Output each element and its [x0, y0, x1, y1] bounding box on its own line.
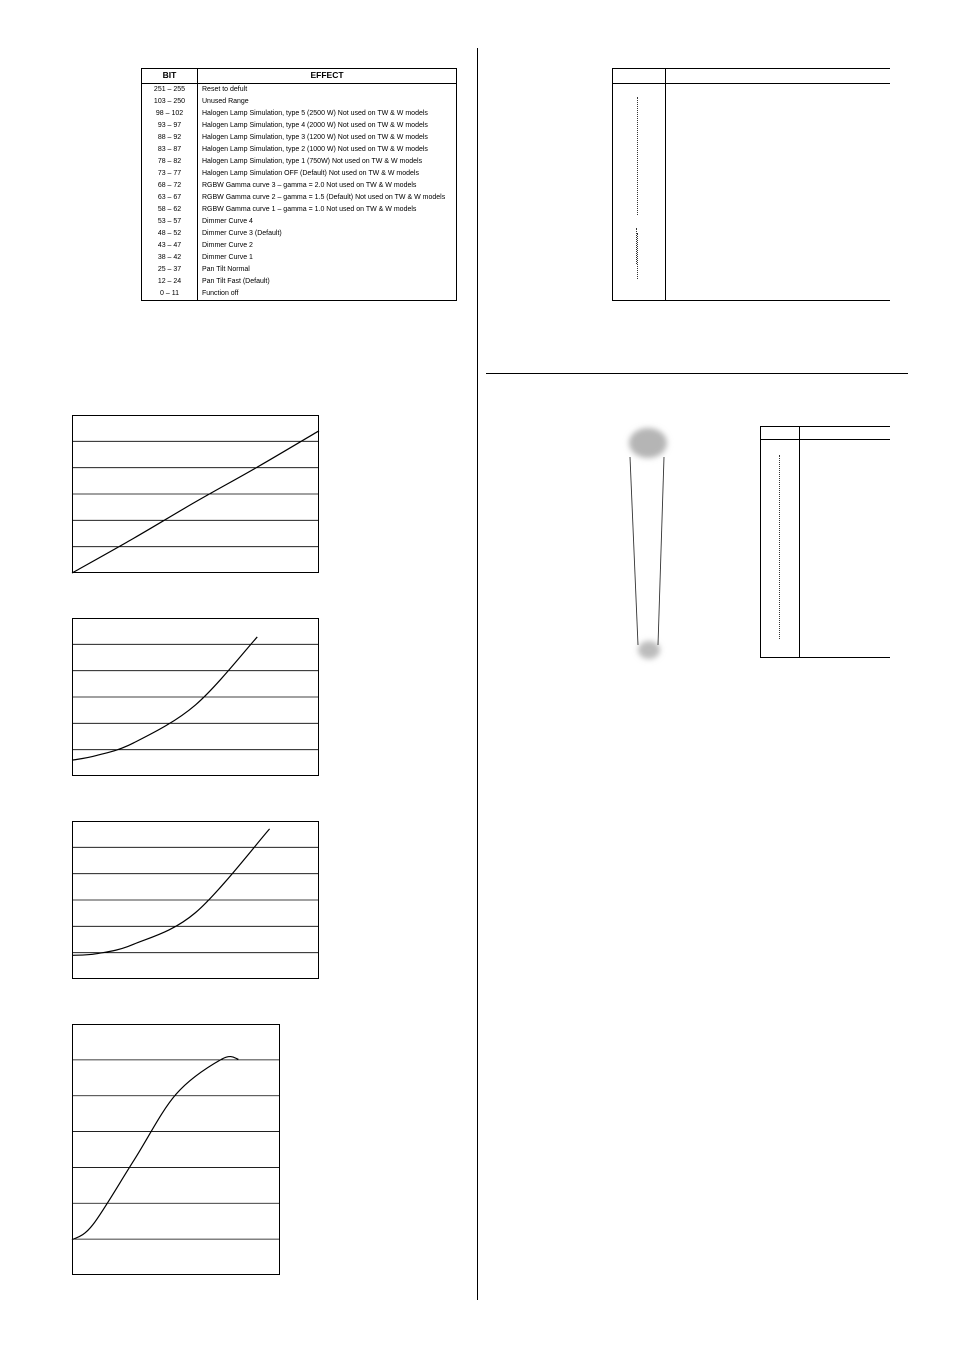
effect-description: Halogen Lamp Simulation, type 5 (2500 W) Not used on TW & W models [202, 110, 428, 117]
table-row [142, 228, 456, 240]
dotted-line [779, 455, 780, 639]
right-table-bottom-header [761, 427, 890, 440]
effect-description: Halogen Lamp Simulation, type 4 (2000 W) Not used on TW & W models [202, 122, 428, 129]
table-row [142, 180, 456, 192]
beam-edge-left [630, 457, 638, 645]
effect-description: Pan Tilt Normal [202, 266, 250, 273]
effect-description: Dimmer Curve 2 [202, 242, 253, 249]
dimmer-curve-chart-4 [72, 1024, 280, 1275]
bit-range: 38 – 42 [157, 254, 182, 261]
bit-range: 251 – 255 [153, 86, 186, 93]
bit-range: 63 – 67 [157, 194, 182, 201]
effect-description: Dimmer Curve 3 (Default) [202, 230, 282, 237]
bit-range: 98 – 102 [155, 110, 184, 117]
table-row [142, 96, 456, 108]
column-separator [799, 427, 800, 657]
bit-range: 88 – 92 [157, 134, 182, 141]
dotted-line [637, 97, 638, 215]
dotted-line [637, 233, 638, 279]
dotted-line [636, 228, 637, 264]
effect-description: Halogen Lamp Simulation, type 2 (1000 W) Not used on TW & W models [202, 146, 428, 153]
right-table-bottom [760, 426, 890, 658]
table-row [142, 204, 456, 216]
dimmer-curve-chart-2 [72, 618, 319, 776]
bit-range: 0 – 11 [160, 290, 179, 297]
bit-range: 68 – 72 [157, 182, 182, 189]
effect-table-header [142, 69, 456, 84]
dimmer-curve-chart-1 [72, 415, 319, 573]
dimmer-curve-line [72, 829, 270, 955]
effect-description: Dimmer Curve 4 [202, 218, 253, 225]
effect-description: Unused Range [202, 98, 249, 105]
table-row [142, 252, 456, 264]
table-row [142, 84, 456, 96]
bit-range: 25 – 37 [157, 266, 182, 273]
effect-description: Halogen Lamp Simulation OFF (Default) Not used on TW & W models [202, 170, 419, 177]
table-row [142, 156, 456, 168]
bit-range: 83 – 87 [157, 146, 182, 153]
effect-description: Function off [202, 290, 239, 297]
effect-description: RGBW Gamma curve 1 – gamma = 1.0 Not used on TW & W models [202, 206, 417, 213]
column-separator [665, 69, 666, 300]
table-row [142, 120, 456, 132]
bit-range: 12 – 24 [157, 278, 182, 285]
dimmer-curve-line [72, 1057, 238, 1240]
table-row [142, 168, 456, 180]
bit-range: 53 – 57 [157, 218, 182, 225]
dimmer-curve-line [72, 637, 257, 760]
table-row [142, 216, 456, 228]
beam-edge-right [658, 457, 664, 645]
bit-range: 93 – 97 [157, 122, 182, 129]
effect-table-body [142, 84, 456, 300]
table-row [142, 276, 456, 288]
table-row [142, 132, 456, 144]
chart-frame [73, 1025, 280, 1275]
bit-range: 78 – 82 [157, 158, 182, 165]
effect-description: Halogen Lamp Simulation, type 1 (750W) Not used on TW & W models [202, 158, 423, 165]
bit-column-header: BIT [162, 70, 177, 80]
effect-description: RGBW Gamma curve 3 – gamma = 2.0 Not used on TW & W models [202, 182, 417, 189]
dimmer-curve-chart-3 [72, 821, 319, 979]
table-row [142, 144, 456, 156]
bit-range: 48 – 52 [157, 230, 182, 237]
column-divider [477, 48, 478, 1300]
effect-description: RGBW Gamma curve 2 – gamma = 1.5 (Default) Not used on TW & W models [202, 194, 446, 201]
beam-spot-bottom [638, 641, 660, 659]
bit-range: 43 – 47 [157, 242, 182, 249]
table-row [142, 192, 456, 204]
bit-range: 58 – 62 [157, 206, 182, 213]
table-row [142, 288, 456, 300]
effect-table [141, 68, 457, 301]
table-row [142, 108, 456, 120]
right-table-top [612, 68, 890, 301]
dimmer-curve-line [72, 431, 319, 573]
bit-range: 73 – 77 [157, 170, 182, 177]
bit-range: 103 – 250 [153, 98, 186, 105]
table-row [142, 240, 456, 252]
beam-spot-top [629, 428, 667, 458]
effect-description: Pan Tilt Fast (Default) [202, 278, 270, 285]
effect-description: Halogen Lamp Simulation, type 3 (1200 W) Not used on TW & W models [202, 134, 428, 141]
table-row [142, 264, 456, 276]
effect-description: Dimmer Curve 1 [202, 254, 253, 261]
beam-illustration [600, 410, 700, 680]
section-rule [486, 373, 908, 374]
right-table-top-header [613, 69, 890, 84]
effect-description: Reset to defult [202, 86, 248, 93]
effect-column-header: EFFECT [310, 70, 344, 80]
